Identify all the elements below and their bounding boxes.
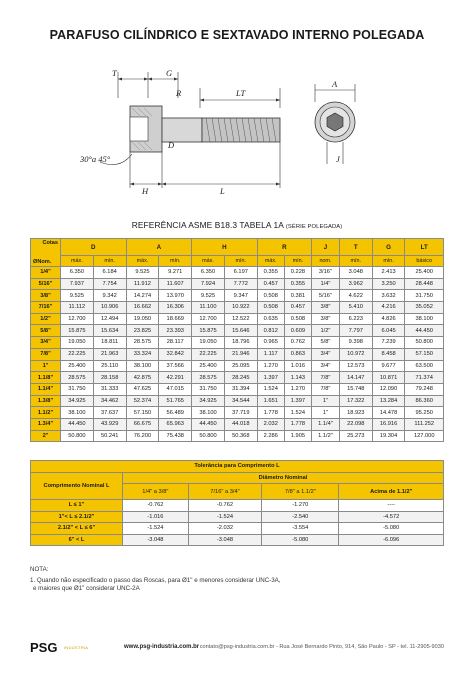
svg-text:G: G bbox=[166, 68, 173, 78]
table-cell: 16.662 bbox=[126, 302, 159, 314]
reference-heading bbox=[0, 220, 474, 230]
corner-cell bbox=[31, 239, 61, 267]
table-cell: 7/8" bbox=[311, 383, 339, 395]
tolerance-cell: -4.572 bbox=[339, 511, 444, 523]
table-cell: 17.322 bbox=[339, 395, 372, 407]
table-cell: 0.381 bbox=[284, 290, 311, 302]
table-cell: 28.448 bbox=[405, 278, 444, 290]
table-cell: 1.524 bbox=[284, 407, 311, 419]
table-cell: 28.245 bbox=[224, 372, 257, 384]
sub-header: mín. bbox=[93, 256, 126, 267]
sub-header: mín. bbox=[284, 256, 311, 267]
table-cell: 1.270 bbox=[257, 360, 284, 372]
svg-text:D: D bbox=[168, 140, 175, 150]
nominal-size-cell: 1/2" bbox=[31, 313, 61, 325]
table-cell: 18.669 bbox=[159, 313, 192, 325]
nominal-size-cell: 7/8" bbox=[31, 348, 61, 360]
table-cell: 0.812 bbox=[257, 325, 284, 337]
table-cell: 34.544 bbox=[224, 395, 257, 407]
table-cell: 3.962 bbox=[339, 278, 372, 290]
table-cell: 19.050 bbox=[61, 337, 94, 349]
table-cell: 31.333 bbox=[93, 383, 126, 395]
table-cell: 10.972 bbox=[339, 348, 372, 360]
table-cell: 7.754 bbox=[93, 278, 126, 290]
table-row bbox=[31, 418, 444, 430]
tolerance-cell: -5.080 bbox=[339, 523, 444, 535]
table-cell: 9.398 bbox=[339, 337, 372, 349]
nominal-size-cell: 7/16" bbox=[31, 302, 61, 314]
table-cell: 12.494 bbox=[93, 313, 126, 325]
table-cell: 16.916 bbox=[372, 418, 405, 430]
table-cell: 11.607 bbox=[159, 278, 192, 290]
table-cell: 0.965 bbox=[257, 337, 284, 349]
table-row bbox=[31, 325, 444, 337]
table-cell: 7.797 bbox=[339, 325, 372, 337]
table-row bbox=[31, 313, 444, 325]
table-cell: 1.117 bbox=[257, 348, 284, 360]
table-cell: 1/4" bbox=[311, 278, 339, 290]
table-row bbox=[31, 372, 444, 384]
table-row bbox=[31, 267, 444, 279]
table-cell: 6.350 bbox=[192, 267, 225, 279]
website-link[interactable]: www.psg-industria.com.br bbox=[124, 644, 200, 650]
table-cell: 34.925 bbox=[61, 395, 94, 407]
table-cell: 57.150 bbox=[405, 348, 444, 360]
table-cell: 11.100 bbox=[192, 302, 225, 314]
table-row bbox=[31, 395, 444, 407]
table-cell: 1.524 bbox=[257, 383, 284, 395]
tolerance-cell: ---- bbox=[339, 500, 444, 512]
table-cell: 12.700 bbox=[192, 313, 225, 325]
table-cell: 9.525 bbox=[192, 290, 225, 302]
table-cell: 52.374 bbox=[126, 395, 159, 407]
table-cell: 9.525 bbox=[126, 267, 159, 279]
table-cell: 51.765 bbox=[159, 395, 192, 407]
tolerance-cell: -1.524 bbox=[123, 523, 189, 535]
tolerance-cell: -2.032 bbox=[188, 523, 261, 535]
table-cell: 18.796 bbox=[224, 337, 257, 349]
table-cell: 6.197 bbox=[224, 267, 257, 279]
table-cell: 18.811 bbox=[93, 337, 126, 349]
table-cell: 23.393 bbox=[159, 325, 192, 337]
psg-logo: PSG bbox=[30, 640, 58, 655]
table-cell: 25.400 bbox=[405, 267, 444, 279]
table-cell: 4.826 bbox=[372, 313, 405, 325]
table-row bbox=[31, 302, 444, 314]
tolerance-cell: -3.048 bbox=[188, 534, 261, 546]
table-cell: 12.700 bbox=[61, 313, 94, 325]
table-cell: 28.158 bbox=[93, 372, 126, 384]
table-cell: 0.508 bbox=[257, 290, 284, 302]
table-cell: 79.248 bbox=[405, 383, 444, 395]
sub-header: máx. bbox=[126, 256, 159, 267]
svg-text:J: J bbox=[336, 154, 340, 164]
page-title: PARAFUSO CILÍNDRICO E SEXTAVADO INTERNO POLEGADA bbox=[49, 28, 425, 42]
table-cell: 5/8" bbox=[311, 337, 339, 349]
table-cell: 50.800 bbox=[192, 430, 225, 442]
tolerance-cell: -3.048 bbox=[123, 534, 189, 546]
table-cell: 50.800 bbox=[405, 337, 444, 349]
tolerance-column: 7/16" a 3/4" bbox=[188, 484, 261, 500]
table-cell: 25.273 bbox=[339, 430, 372, 442]
table-cell: 50.800 bbox=[61, 430, 94, 442]
table-cell: 19.050 bbox=[192, 337, 225, 349]
nominal-size-cell: 1.3/8" bbox=[31, 395, 61, 407]
table-cell: 13.970 bbox=[159, 290, 192, 302]
tolerance-column: 1/4" a 3/8" bbox=[123, 484, 189, 500]
tolerance-cell: -0.762 bbox=[123, 500, 189, 512]
table-cell: 31.750 bbox=[405, 290, 444, 302]
table-cell: 0.508 bbox=[257, 302, 284, 314]
table-cell: 57.150 bbox=[126, 407, 159, 419]
table-row bbox=[31, 523, 444, 535]
table-cell: 6.223 bbox=[339, 313, 372, 325]
nominal-size-cell: 3/4" bbox=[31, 337, 61, 349]
table-cell: 95.250 bbox=[405, 407, 444, 419]
table-cell: 14.274 bbox=[126, 290, 159, 302]
table-cell: 28.575 bbox=[192, 372, 225, 384]
table-row bbox=[31, 348, 444, 360]
table-cell: 127.000 bbox=[405, 430, 444, 442]
table-cell: 21.946 bbox=[224, 348, 257, 360]
corner-nom: ØNom. bbox=[33, 259, 52, 265]
table-cell: 9.677 bbox=[372, 360, 405, 372]
table-cell: 111.252 bbox=[405, 418, 444, 430]
table-cell: 6.184 bbox=[93, 267, 126, 279]
table-cell: 31.750 bbox=[192, 383, 225, 395]
table-cell: 44.450 bbox=[405, 325, 444, 337]
table-cell: 15.748 bbox=[339, 383, 372, 395]
table-cell: 50.241 bbox=[93, 430, 126, 442]
table-cell: 13.284 bbox=[372, 395, 405, 407]
table-cell: 1.397 bbox=[257, 372, 284, 384]
table-cell: 9.342 bbox=[93, 290, 126, 302]
table-cell: 37.637 bbox=[93, 407, 126, 419]
table-cell: 1.397 bbox=[284, 395, 311, 407]
group-header: LT bbox=[405, 239, 444, 256]
table-cell: 38.100 bbox=[405, 313, 444, 325]
svg-text:R: R bbox=[176, 88, 182, 98]
table-cell: 31.750 bbox=[61, 383, 94, 395]
note-line: 1. Quando não especificado o passo das Roscas, para Ø1" e menores considerar UNC-3A, bbox=[30, 576, 281, 584]
table-cell: 7.937 bbox=[61, 278, 94, 290]
table-cell: 11.912 bbox=[126, 278, 159, 290]
table-cell: 22.225 bbox=[192, 348, 225, 360]
nominal-size-cell: 1.1/2" bbox=[31, 407, 61, 419]
svg-text:LT: LT bbox=[236, 88, 246, 98]
table-cell: 32.842 bbox=[159, 348, 192, 360]
table-cell: 34.925 bbox=[192, 395, 225, 407]
table-cell: 3.048 bbox=[339, 267, 372, 279]
table-cell: 66.675 bbox=[126, 418, 159, 430]
svg-text:H: H bbox=[142, 186, 149, 196]
table-cell: 1.1/4" bbox=[311, 418, 339, 430]
notes-block bbox=[30, 566, 281, 594]
table-cell: 15.634 bbox=[93, 325, 126, 337]
svg-text:A: A bbox=[332, 79, 338, 89]
nominal-size-cell: 5/8" bbox=[31, 325, 61, 337]
nominal-size-cell: 1/4" bbox=[31, 267, 61, 279]
tolerance-row-header: Comprimento Nominal L bbox=[31, 472, 123, 500]
table-cell: 0.609 bbox=[284, 325, 311, 337]
table-cell: 0.228 bbox=[284, 267, 311, 279]
tolerance-cell: -2.540 bbox=[262, 511, 339, 523]
table-cell: 0.355 bbox=[257, 267, 284, 279]
svg-text:30°a 45°: 30°a 45° bbox=[80, 154, 111, 164]
table-cell: 15.875 bbox=[61, 325, 94, 337]
table-cell: 37.566 bbox=[159, 360, 192, 372]
sub-header: mín. bbox=[159, 256, 192, 267]
group-header: T bbox=[339, 239, 372, 256]
table-cell: 25.400 bbox=[192, 360, 225, 372]
table-cell: 2.032 bbox=[257, 418, 284, 430]
table-cell: 1/2" bbox=[311, 325, 339, 337]
table-cell: 3/4" bbox=[311, 360, 339, 372]
footer bbox=[30, 640, 444, 654]
table-cell: 37.719 bbox=[224, 407, 257, 419]
nominal-size-cell: 2" bbox=[31, 430, 61, 442]
table-cell: 3/8" bbox=[311, 313, 339, 325]
table-cell: 4.216 bbox=[372, 302, 405, 314]
table-cell: 1.905 bbox=[284, 430, 311, 442]
table-cell: 16.306 bbox=[159, 302, 192, 314]
table-cell: 5.410 bbox=[339, 302, 372, 314]
table-cell: 10.871 bbox=[372, 372, 405, 384]
table-cell: 65.963 bbox=[159, 418, 192, 430]
nominal-size-cell: 5/16" bbox=[31, 278, 61, 290]
table-row bbox=[31, 337, 444, 349]
tolerance-cell: -1.524 bbox=[188, 511, 261, 523]
sub-header: mín. bbox=[339, 256, 372, 267]
table-cell: 0.457 bbox=[284, 302, 311, 314]
table-cell: 42.875 bbox=[126, 372, 159, 384]
tolerance-cell: -1.016 bbox=[123, 511, 189, 523]
table-row bbox=[31, 534, 444, 546]
sub-header: máx. bbox=[192, 256, 225, 267]
table-row bbox=[31, 430, 444, 442]
table-cell: 19.050 bbox=[126, 313, 159, 325]
table-cell: 1.778 bbox=[257, 407, 284, 419]
table-cell: 38.100 bbox=[61, 407, 94, 419]
table-cell: 25.400 bbox=[61, 360, 94, 372]
table-cell: 1.143 bbox=[284, 372, 311, 384]
table-cell: 63.500 bbox=[405, 360, 444, 372]
bolt-technical-drawing bbox=[70, 62, 430, 202]
sub-header: máx. bbox=[61, 256, 94, 267]
group-header: A bbox=[126, 239, 192, 256]
table-cell: 56.489 bbox=[159, 407, 192, 419]
table-cell: 25.110 bbox=[93, 360, 126, 372]
table-cell: 42.291 bbox=[159, 372, 192, 384]
table-cell: 19.304 bbox=[372, 430, 405, 442]
table-cell: 1" bbox=[311, 395, 339, 407]
table-cell: 12.573 bbox=[339, 360, 372, 372]
reference-main: REFERÊNCIA ASME B18.3 TABELA 1A bbox=[131, 220, 284, 230]
table-cell: 12.090 bbox=[372, 383, 405, 395]
table-cell: 33.324 bbox=[126, 348, 159, 360]
table-cell: 0.635 bbox=[257, 313, 284, 325]
table-cell: 10.906 bbox=[93, 302, 126, 314]
group-header: D bbox=[61, 239, 127, 256]
table-row bbox=[31, 500, 444, 512]
group-header: G bbox=[372, 239, 405, 256]
table-cell: 28.117 bbox=[159, 337, 192, 349]
nominal-size-cell: 1.1/4" bbox=[31, 383, 61, 395]
table-cell: 0.863 bbox=[284, 348, 311, 360]
table-cell: 28.575 bbox=[61, 372, 94, 384]
table-cell: 47.625 bbox=[126, 383, 159, 395]
table-cell: 14.478 bbox=[372, 407, 405, 419]
table-cell: 38.100 bbox=[192, 407, 225, 419]
table-cell: 1.016 bbox=[284, 360, 311, 372]
table-cell: 1.270 bbox=[284, 383, 311, 395]
contact-info: contato@psg-industria.com.br - Rua José Bernardo Pinto, 914, São Paulo - SP - tel. 11-2905-9030 bbox=[199, 644, 444, 650]
note-line: e maiores que Ø1" considerar UNC-2A bbox=[33, 585, 140, 593]
group-header: J bbox=[311, 239, 339, 256]
table-cell: 44.450 bbox=[61, 418, 94, 430]
table-cell: 14.147 bbox=[339, 372, 372, 384]
tolerance-column: 7/8" a 1.1/2" bbox=[262, 484, 339, 500]
table-cell: 3/8" bbox=[311, 302, 339, 314]
table-cell: 38.100 bbox=[126, 360, 159, 372]
table-cell: 0.508 bbox=[284, 313, 311, 325]
length-range-cell: 1"< L ≤ 2.1/2" bbox=[31, 511, 123, 523]
tolerance-title: Tolerância para Comprimento L bbox=[31, 461, 444, 473]
table-cell: 0.457 bbox=[257, 278, 284, 290]
table-cell: 6.045 bbox=[372, 325, 405, 337]
table-cell: 9.525 bbox=[61, 290, 94, 302]
table-row bbox=[31, 407, 444, 419]
table-cell: 44.018 bbox=[224, 418, 257, 430]
table-row bbox=[31, 278, 444, 290]
dimension-table bbox=[30, 238, 444, 442]
table-cell: 86.360 bbox=[405, 395, 444, 407]
tolerance-column: Acima de 1.1/2" bbox=[339, 484, 444, 500]
table-cell: 44.450 bbox=[192, 418, 225, 430]
tolerance-cell: -5.080 bbox=[262, 534, 339, 546]
table-cell: 1.1/2" bbox=[311, 430, 339, 442]
table-cell: 22.098 bbox=[339, 418, 372, 430]
sub-header: básico bbox=[405, 256, 444, 267]
table-cell: 71.374 bbox=[405, 372, 444, 384]
table-cell: 15.646 bbox=[224, 325, 257, 337]
table-cell: 76.200 bbox=[126, 430, 159, 442]
table-cell: 11.112 bbox=[61, 302, 94, 314]
table-cell: 5/16" bbox=[311, 290, 339, 302]
svg-text:L: L bbox=[220, 186, 225, 196]
sub-header: máx. bbox=[257, 256, 284, 267]
table-cell: 22.225 bbox=[61, 348, 94, 360]
table-cell: 3.250 bbox=[372, 278, 405, 290]
table-cell: 7.772 bbox=[224, 278, 257, 290]
nominal-size-cell: 3/8" bbox=[31, 290, 61, 302]
table-cell: 7/8" bbox=[311, 372, 339, 384]
reference-small: (SÉRIE POLEGADA) bbox=[285, 224, 343, 230]
tolerance-cell: -6.096 bbox=[339, 534, 444, 546]
sub-header: nom. bbox=[311, 256, 339, 267]
length-range-cell: 6" < L bbox=[31, 534, 123, 546]
group-header: R bbox=[257, 239, 311, 256]
logo-subtitle: INDÚSTRIA bbox=[64, 645, 89, 650]
diameter-header: Diâmetro Nominal bbox=[123, 472, 444, 484]
length-range-cell: L ≤ 1" bbox=[31, 500, 123, 512]
sub-header: mín. bbox=[372, 256, 405, 267]
table-cell: 7.924 bbox=[192, 278, 225, 290]
table-row bbox=[31, 511, 444, 523]
table-cell: 23.825 bbox=[126, 325, 159, 337]
table-cell: 47.015 bbox=[159, 383, 192, 395]
corner-cotas: Cotas bbox=[42, 240, 58, 246]
nominal-size-cell: 1" bbox=[31, 360, 61, 372]
table-cell: 0.762 bbox=[284, 337, 311, 349]
table-cell: 31.394 bbox=[224, 383, 257, 395]
table-cell: 9.271 bbox=[159, 267, 192, 279]
table-cell: 43.929 bbox=[93, 418, 126, 430]
tolerance-cell: -3.554 bbox=[262, 523, 339, 535]
table-row bbox=[31, 290, 444, 302]
length-range-cell: 2.1/2" < L ≤ 6" bbox=[31, 523, 123, 535]
notes-title: NOTA: bbox=[30, 566, 49, 573]
table-cell: 7.239 bbox=[372, 337, 405, 349]
tolerance-table bbox=[30, 460, 444, 546]
table-cell: 3/4" bbox=[311, 348, 339, 360]
table-cell: 12.522 bbox=[224, 313, 257, 325]
table-cell: 3.632 bbox=[372, 290, 405, 302]
svg-text:T: T bbox=[112, 68, 117, 78]
table-cell: 1" bbox=[311, 407, 339, 419]
table-row bbox=[31, 360, 444, 372]
table-cell: 3/16" bbox=[311, 267, 339, 279]
tolerance-cell: -0.762 bbox=[188, 500, 261, 512]
table-cell: 21.963 bbox=[93, 348, 126, 360]
table-row bbox=[31, 383, 444, 395]
table-cell: 2.413 bbox=[372, 267, 405, 279]
table-cell: 9.347 bbox=[224, 290, 257, 302]
table-cell: 1.778 bbox=[284, 418, 311, 430]
table-cell: 18.923 bbox=[339, 407, 372, 419]
table-cell: 25.095 bbox=[224, 360, 257, 372]
table-cell: 2.286 bbox=[257, 430, 284, 442]
table-cell: 8.458 bbox=[372, 348, 405, 360]
nominal-size-cell: 1.3/4" bbox=[31, 418, 61, 430]
table-cell: 10.922 bbox=[224, 302, 257, 314]
table-cell: 6.350 bbox=[61, 267, 94, 279]
nominal-size-cell: 1.1/8" bbox=[31, 372, 61, 384]
sub-header: mín. bbox=[224, 256, 257, 267]
tolerance-cell: -1.270 bbox=[262, 500, 339, 512]
table-cell: 0.355 bbox=[284, 278, 311, 290]
table-cell: 28.575 bbox=[126, 337, 159, 349]
table-cell: 35.052 bbox=[405, 302, 444, 314]
group-header: H bbox=[192, 239, 258, 256]
table-cell: 4.622 bbox=[339, 290, 372, 302]
table-cell: 50.368 bbox=[224, 430, 257, 442]
table-cell: 34.462 bbox=[93, 395, 126, 407]
table-cell: 75.438 bbox=[159, 430, 192, 442]
table-cell: 15.875 bbox=[192, 325, 225, 337]
table-cell: 1.651 bbox=[257, 395, 284, 407]
